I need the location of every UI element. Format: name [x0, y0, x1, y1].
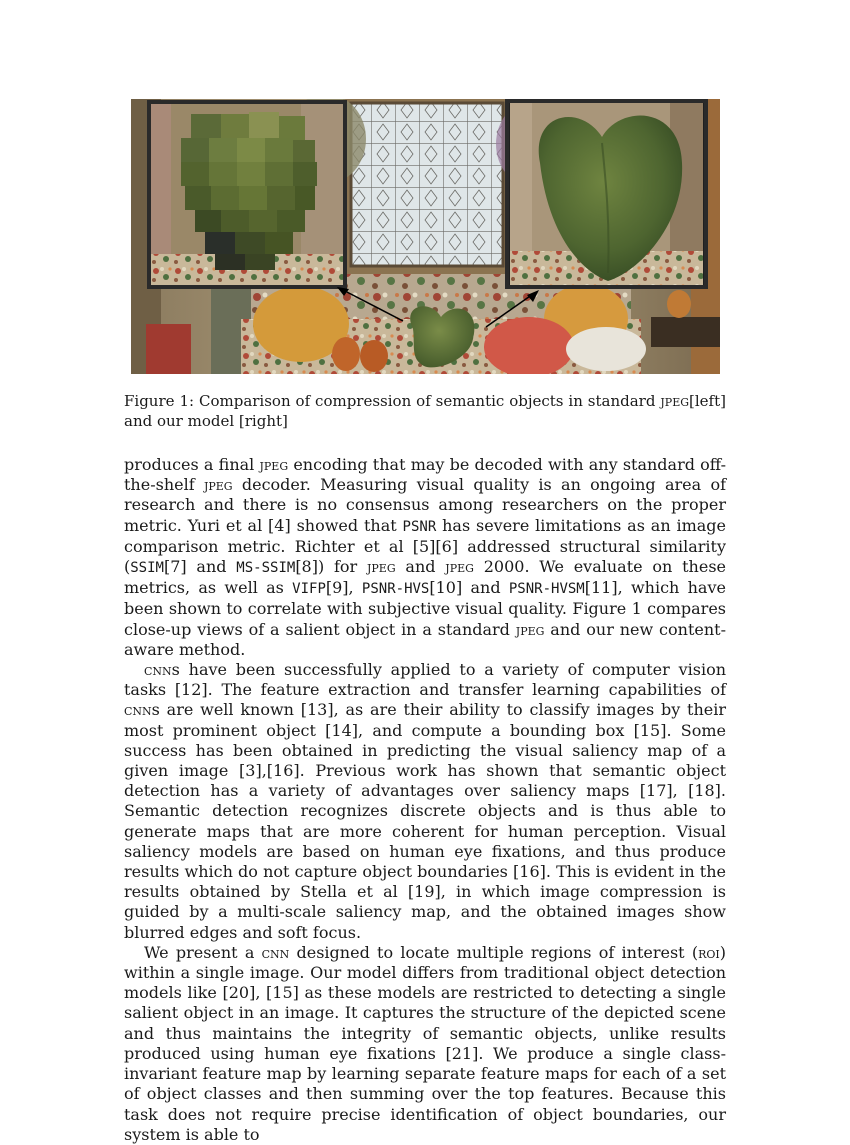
text-run: ) within a single image. Our model differs from traditional object detection models like [20], [15] as these models are restricted to detecting a single salient object in an image. It captures the structure of the depicted scene and thus maintains the integrity of semantic objects, unlike results produced using human eye fixations [21]. We produce a single class-invariant feature map by learning separate feature maps for each of a set of object classes and then summing over the top features. Because this task does not require precise identification of object boundaries, our system is able to [124, 942, 726, 1144]
text-run: We present a [144, 942, 262, 962]
figure-1-image [131, 99, 720, 374]
text-run: [9], [325, 578, 362, 598]
body-text [124, 455, 726, 1145]
text-run: s are well known [13], as are their ability to classify images by their most prominent object [14], and compute a bounding box [15]. Some success has been obtained in predicting the visual saliency map of a given image [3],[16]. Previous work has shown that semantic object detection has a variety of advantages over saliency maps [17], [18]. Semantic detection recognizes discrete objects and is thus able to generate maps that are more coherent for human perception. Visual saliency models are based on human eye fixations, and thus produce results which do not capture object boundaries [16]. This is evident in the results obtained by Stella et al [19], in which image compression is guided by a multi-scale saliency map, and the obtained images show blurred edges and soft focus. [124, 700, 726, 942]
cnn-term: cnn [124, 700, 152, 720]
text-run: s have been successfully applied to a variety of computer vision tasks [12]. The feature extraction and transfer learning capabilities of [124, 660, 726, 700]
metric-ssim: SSIM [130, 560, 164, 577]
metric-vifp: VIFP [292, 581, 326, 598]
caption-label: Figure 1: [124, 392, 195, 410]
cnn-term: cnn [144, 660, 172, 680]
metric-ms-ssim: MS-SSIM [236, 560, 296, 577]
paragraph-1 [124, 455, 726, 660]
text-run: and our new content-aware method. [124, 619, 726, 659]
metric-psnr-hvsm: PSNR-HVSM [508, 581, 585, 598]
jpeg-term: jpeg [515, 619, 545, 639]
figure-caption [124, 391, 726, 431]
text-run: produces a final [124, 455, 260, 474]
text-run: 2000. We evaluate on these metrics, as well as [124, 557, 727, 598]
metric-psnr-hvs: PSNR-HVS [361, 581, 430, 598]
text-run: designed to locate multiple regions of interest ( [289, 942, 699, 962]
caption-text-end: [left] and our model [right] [124, 392, 726, 430]
paragraph-2 [124, 660, 726, 943]
roi-term: roi [698, 942, 720, 962]
text-run: encoding that may be decoded with any standard off-the-shelf [124, 455, 727, 495]
text-run: [11], which have been shown to correlate with subjective visual quality. Figure 1 compares close-up views of a salient object in a standard [124, 578, 726, 639]
caption-jpeg: jpeg [660, 392, 690, 410]
text-run: and [395, 557, 446, 577]
jpeg-term: jpeg [445, 557, 474, 577]
text-run: [8]) for [295, 557, 367, 577]
jpeg-term: jpeg [203, 475, 233, 495]
text-run: [10] and [429, 578, 509, 598]
jpeg-term: jpeg [367, 557, 396, 577]
text-run: decoder. Measuring visual quality is an ongoing area of research and there is no consensus among researchers on the proper metric. Yuri et al [4] showed that [124, 475, 727, 535]
cnn-term: cnn [261, 942, 290, 962]
jpeg-term: jpeg [259, 455, 289, 474]
caption-text: Comparison of compression of semantic objects in standard [198, 392, 656, 410]
text-run: [7] and [163, 557, 237, 577]
paragraph-3 [124, 943, 726, 1145]
text-run: has severe limitations as an image comparison metric. Richter et al [5][6] addressed structural similarity ( [124, 515, 727, 577]
metric-psnr: PSNR [402, 518, 437, 535]
